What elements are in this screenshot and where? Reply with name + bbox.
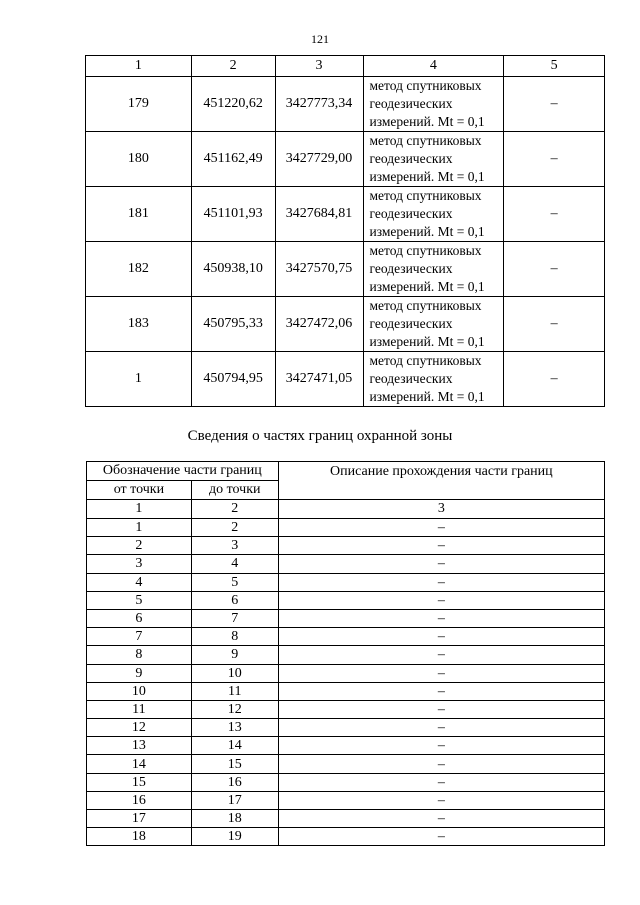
x-coordinate-cell: 450938,10 [191, 242, 275, 297]
method-line: метод спутниковых [369, 243, 482, 258]
method-line: измерений. Mt = 0,1 [369, 114, 485, 129]
page-number: 121 [311, 32, 329, 46]
column-number-4: 4 [363, 56, 504, 77]
method-line: геодезических [369, 371, 453, 386]
method-cell [363, 77, 504, 132]
description-cell: – [278, 700, 604, 718]
to-point-cell: 12 [191, 700, 278, 718]
from-point-cell: 18 [87, 828, 192, 846]
method-line: измерений. Mt = 0,1 [369, 169, 485, 184]
to-point-cell: 13 [191, 719, 278, 737]
method-line: метод спутниковых [369, 133, 482, 148]
from-point-header: от точки [87, 481, 192, 500]
from-point-cell: 14 [87, 755, 192, 773]
method-line: геодезических [369, 96, 453, 111]
table-row [87, 773, 605, 791]
x-coordinate-cell: 451101,93 [191, 187, 275, 242]
to-point-header: до точки [191, 481, 278, 500]
to-point-cell: 8 [191, 628, 278, 646]
note-cell: – [504, 77, 605, 132]
parts-column-number-3: 3 [278, 500, 604, 519]
table-row [87, 737, 605, 755]
to-point-cell: 17 [191, 791, 278, 809]
description-cell: – [278, 682, 604, 700]
description-header: Описание прохождения части границ [278, 462, 604, 500]
column-number-2: 2 [191, 56, 275, 77]
parts-column-number-1: 1 [87, 500, 192, 519]
table-row [86, 242, 605, 297]
table-row [87, 537, 605, 555]
from-point-cell: 12 [87, 719, 192, 737]
from-point-cell: 4 [87, 573, 192, 591]
table-row [87, 682, 605, 700]
method-line: геодезических [369, 261, 453, 276]
x-coordinate-cell: 450794,95 [191, 352, 275, 407]
from-point-cell: 15 [87, 773, 192, 791]
from-point-cell: 11 [87, 700, 192, 718]
column-number-3: 3 [275, 56, 363, 77]
from-point-cell: 16 [87, 791, 192, 809]
table-row [87, 810, 605, 828]
table-row [87, 609, 605, 627]
method-cell [363, 242, 504, 297]
point-number-cell: 180 [86, 132, 192, 187]
designation-header: Обозначение части границ [87, 462, 279, 481]
to-point-cell: 16 [191, 773, 278, 791]
table-row [86, 132, 605, 187]
description-cell: – [278, 719, 604, 737]
description-cell: – [278, 591, 604, 609]
coordinates-header-row [86, 56, 605, 77]
description-cell: – [278, 519, 604, 537]
description-cell: – [278, 810, 604, 828]
description-cell: – [278, 664, 604, 682]
method-line: метод спутниковых [369, 353, 482, 368]
method-cell [363, 187, 504, 242]
x-coordinate-cell: 451162,49 [191, 132, 275, 187]
description-cell: – [278, 628, 604, 646]
from-point-cell: 8 [87, 646, 192, 664]
table-row [87, 700, 605, 718]
coordinates-table [85, 55, 605, 407]
section-title: Сведения о частях границ охранной зоны [187, 428, 453, 444]
y-coordinate-cell: 3427471,05 [275, 352, 363, 407]
description-cell: – [278, 555, 604, 573]
from-point-cell: 7 [87, 628, 192, 646]
to-point-cell: 5 [191, 573, 278, 591]
to-point-cell: 10 [191, 664, 278, 682]
from-point-cell: 3 [87, 555, 192, 573]
note-cell: – [504, 297, 605, 352]
method-line: измерений. Mt = 0,1 [369, 389, 485, 404]
from-point-cell: 10 [87, 682, 192, 700]
description-cell: – [278, 828, 604, 846]
note-cell: – [504, 187, 605, 242]
note-cell: – [504, 352, 605, 407]
column-number-1: 1 [86, 56, 192, 77]
table-row [87, 719, 605, 737]
table-row [87, 591, 605, 609]
point-number-cell: 1 [86, 352, 192, 407]
y-coordinate-cell: 3427729,00 [275, 132, 363, 187]
table-row [87, 555, 605, 573]
from-point-cell: 5 [87, 591, 192, 609]
from-point-cell: 1 [87, 519, 192, 537]
table-row [86, 77, 605, 132]
method-line: метод спутниковых [369, 298, 482, 313]
note-cell: – [504, 132, 605, 187]
table-row [87, 664, 605, 682]
method-line: метод спутниковых [369, 78, 482, 93]
parts-column-numbers-row [87, 500, 605, 519]
description-cell: – [278, 773, 604, 791]
from-point-cell: 17 [87, 810, 192, 828]
y-coordinate-cell: 3427684,81 [275, 187, 363, 242]
table-row [87, 646, 605, 664]
y-coordinate-cell: 3427773,34 [275, 77, 363, 132]
to-point-cell: 3 [191, 537, 278, 555]
table-row [86, 297, 605, 352]
x-coordinate-cell: 450795,33 [191, 297, 275, 352]
parts-column-number-2: 2 [191, 500, 278, 519]
parts-header-row-1 [87, 462, 605, 481]
method-cell [363, 297, 504, 352]
point-number-cell: 183 [86, 297, 192, 352]
note-cell: – [504, 242, 605, 297]
table-row [87, 828, 605, 846]
to-point-cell: 11 [191, 682, 278, 700]
method-line: измерений. Mt = 0,1 [369, 224, 485, 239]
method-line: геодезических [369, 151, 453, 166]
to-point-cell: 19 [191, 828, 278, 846]
point-number-cell: 181 [86, 187, 192, 242]
method-cell [363, 132, 504, 187]
x-coordinate-cell: 451220,62 [191, 77, 275, 132]
description-cell: – [278, 537, 604, 555]
table-row [87, 791, 605, 809]
method-line: измерений. Mt = 0,1 [369, 279, 485, 294]
from-point-cell: 9 [87, 664, 192, 682]
y-coordinate-cell: 3427472,06 [275, 297, 363, 352]
to-point-cell: 14 [191, 737, 278, 755]
table-row [86, 187, 605, 242]
description-cell: – [278, 791, 604, 809]
y-coordinate-cell: 3427570,75 [275, 242, 363, 297]
to-point-cell: 9 [191, 646, 278, 664]
to-point-cell: 15 [191, 755, 278, 773]
description-cell: – [278, 646, 604, 664]
to-point-cell: 6 [191, 591, 278, 609]
to-point-cell: 2 [191, 519, 278, 537]
table-row [87, 755, 605, 773]
to-point-cell: 18 [191, 810, 278, 828]
method-line: геодезических [369, 316, 453, 331]
description-cell: – [278, 737, 604, 755]
border-parts-table [86, 461, 605, 846]
method-line: метод спутниковых [369, 188, 482, 203]
from-point-cell: 6 [87, 609, 192, 627]
description-cell: – [278, 755, 604, 773]
point-number-cell: 179 [86, 77, 192, 132]
table-row [87, 573, 605, 591]
to-point-cell: 4 [191, 555, 278, 573]
from-point-cell: 2 [87, 537, 192, 555]
table-row [87, 628, 605, 646]
method-line: измерений. Mt = 0,1 [369, 334, 485, 349]
column-number-5: 5 [504, 56, 605, 77]
to-point-cell: 7 [191, 609, 278, 627]
description-cell: – [278, 609, 604, 627]
method-cell [363, 352, 504, 407]
point-number-cell: 182 [86, 242, 192, 297]
table-row [87, 519, 605, 537]
method-line: геодезических [369, 206, 453, 221]
description-cell: – [278, 573, 604, 591]
table-row [86, 352, 605, 407]
from-point-cell: 13 [87, 737, 192, 755]
